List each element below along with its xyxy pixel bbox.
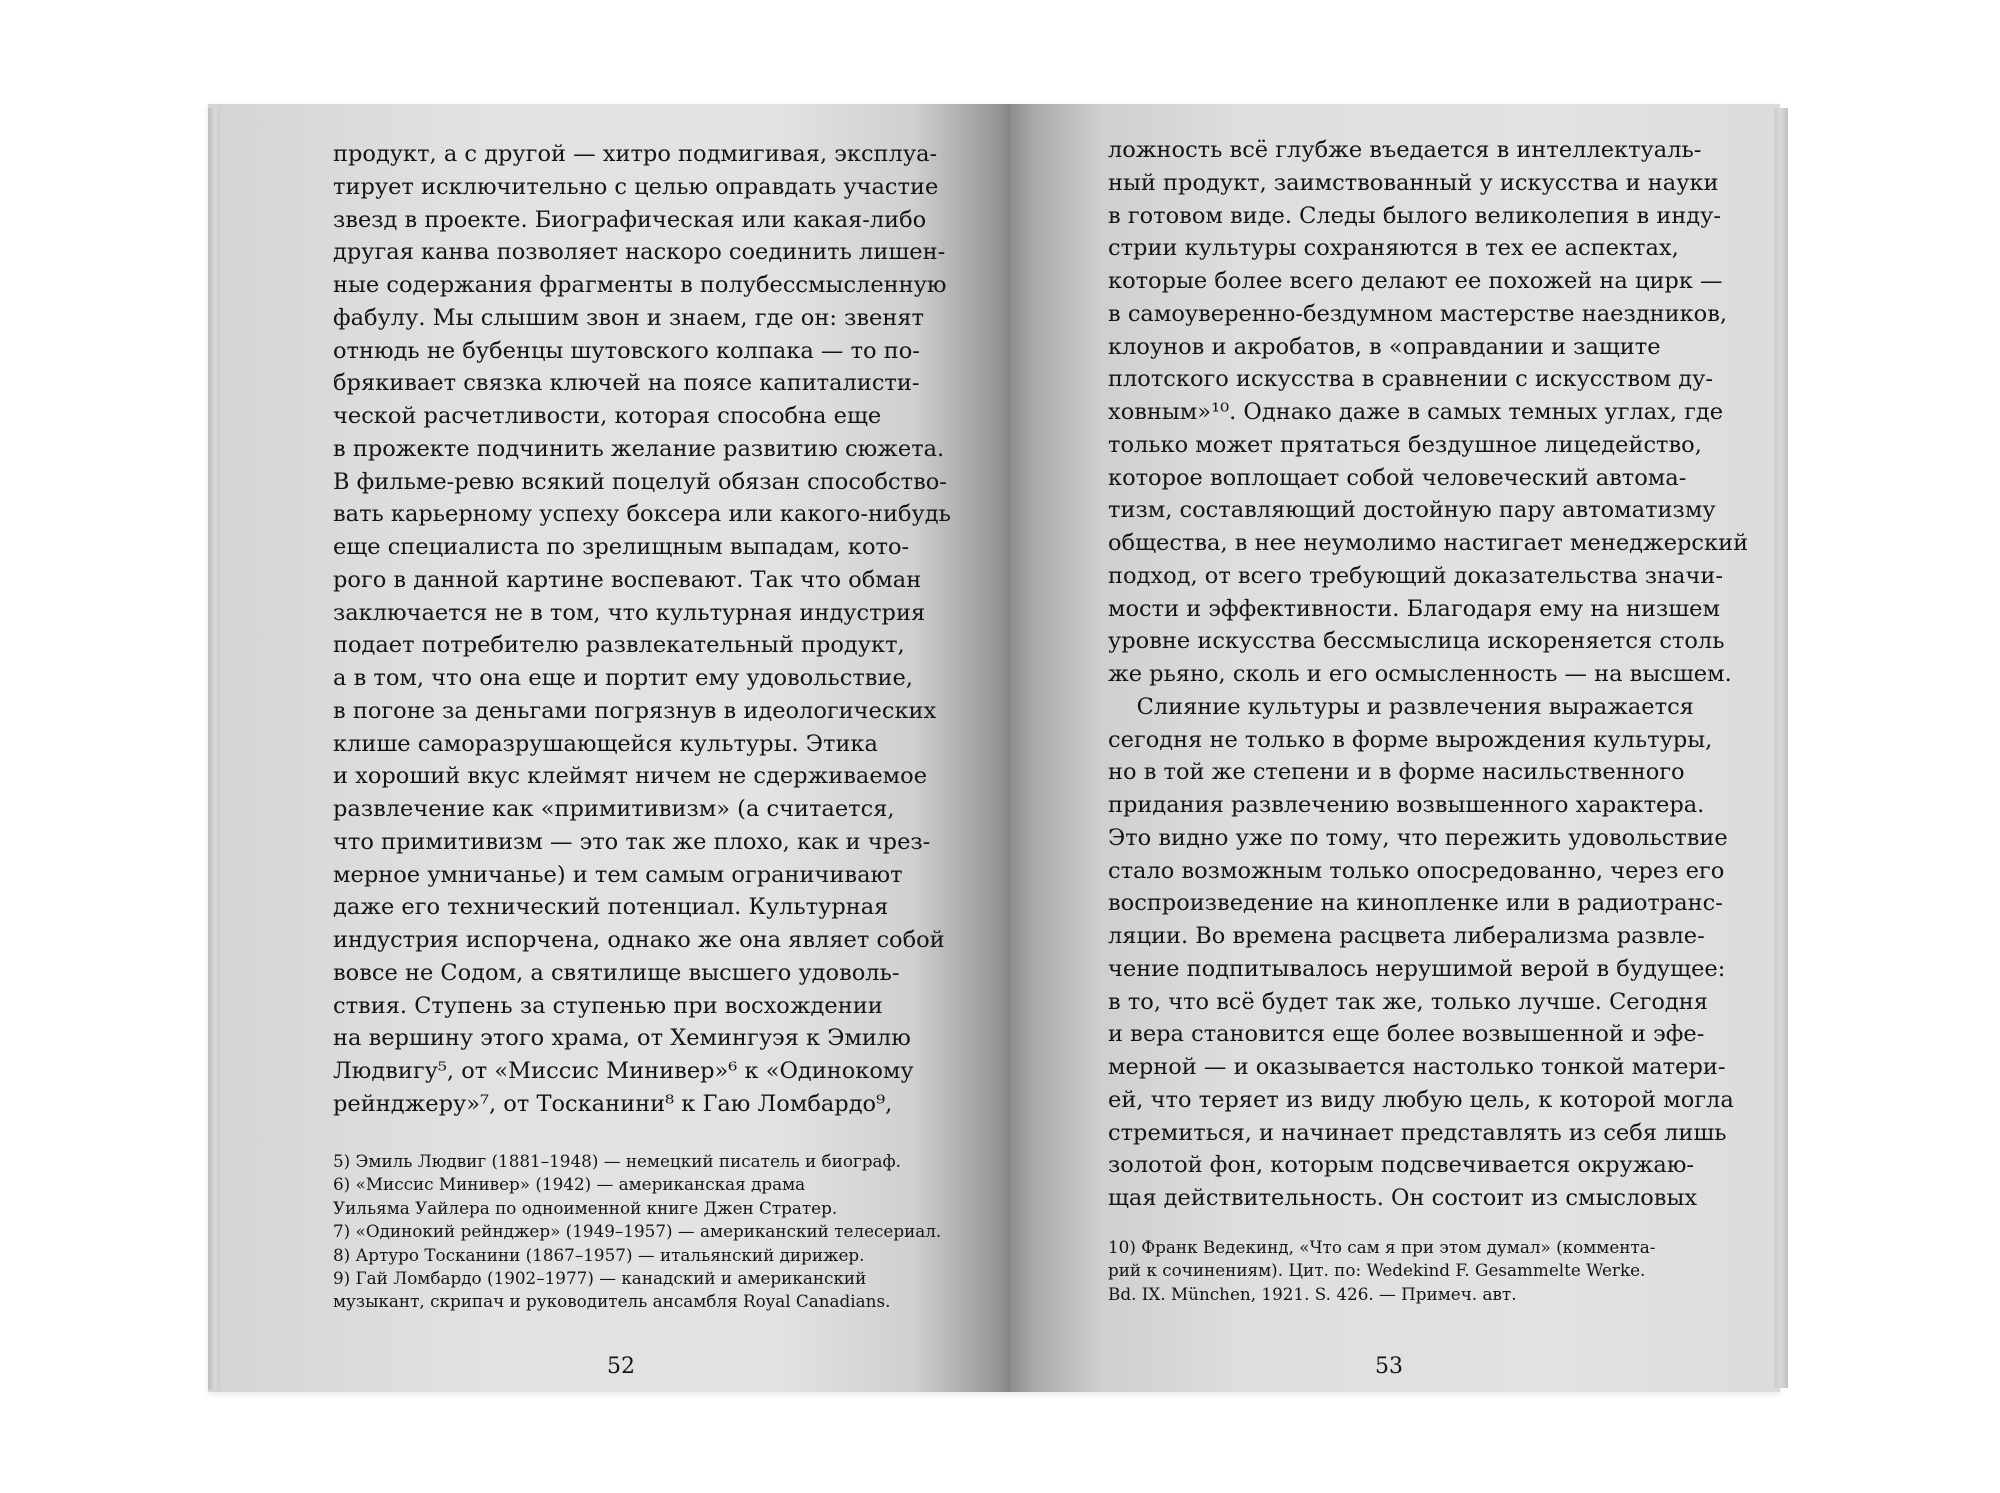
text-line: рого в данной картине воспевают. Так что обман	[333, 566, 922, 593]
text-line: продукт, а с другой — хитро подмигивая, эксплуа-	[333, 141, 938, 167]
text-line: другая канва позволяет наскоро соединить лишен-	[333, 239, 946, 266]
left-page-body	[333, 138, 973, 1121]
text-line: уровне искусства бессмыслица искореняется столь	[1108, 628, 1725, 655]
footnote-line: 5) Эмиль Людвиг (1881–1948) — немецкий писатель и биограф.	[333, 1151, 901, 1171]
text-line: фабулу. Мы слышим звон и знаем, где он: звенят	[333, 304, 924, 331]
text-line: ляции. Во времена расцвета либерализма развле-	[1108, 923, 1705, 949]
text-line: в погоне за деньгами погрязнув в идеологических	[333, 697, 937, 724]
text-line: и вера становится еще более возвышенной и эфе-	[1108, 1021, 1705, 1048]
text-line: Слияние культуры и развлечения выражается	[1108, 693, 1694, 720]
text-line: заключается не в том, что культурная индустрия	[333, 599, 926, 626]
text-line: брякивает связка ключей на поясе капиталисти-	[333, 370, 920, 397]
text-line: вовсе не Содом, а святилище высшего удоволь-	[333, 959, 900, 986]
text-line: ей, что теряет из виду любую цель, к которой могла	[1108, 1086, 1734, 1113]
footnote-line: 6) «Миссис Минивер» (1942) — американская драма	[333, 1174, 806, 1195]
text-line: чение подпитывалось нерушимой верой в будущее:	[1108, 955, 1726, 982]
text-line: общества, в нее неумолимо настигает менеджерский	[1108, 530, 1749, 556]
text-line: ные содержания фрагменты в полубессмысленную	[333, 272, 947, 298]
text-line: стрии культуры сохраняются в тех ее аспектах,	[1108, 235, 1679, 262]
text-line: которое воплощает собой человеческий автома-	[1108, 464, 1687, 491]
page-number-left: 52	[607, 1354, 635, 1379]
text-line: тирует исключительно с целью оправдать участие	[333, 173, 939, 200]
text-line: в готовом виде. Следы былого великолепия в инду-	[1108, 202, 1722, 229]
right-page-footnotes	[1108, 1236, 1748, 1306]
page-block-edge-left	[208, 108, 220, 1390]
footnote-line: 7) «Одинокий рейнджер» (1949–1957) — американский телесериал.	[333, 1221, 942, 1242]
text-line: в прожекте подчинить желание развитию сюжета.	[333, 435, 945, 462]
text-line: подает потребителю развлекательный продукт,	[333, 632, 905, 659]
text-line: клише саморазрушающейся культуры. Этика	[333, 730, 878, 757]
text-line: но в той же степени и в форме насильственного	[1108, 759, 1685, 786]
page-number-right: 53	[1375, 1354, 1403, 1379]
text-line: рейнджеру»⁷, от Тосканини⁸ к Гаю Ломбардо⁹,	[333, 1090, 893, 1117]
text-line: а в том, что она еще и портит ему удовольствие,	[333, 665, 913, 691]
text-line: еще специалиста по зрелищным выпадам, кото-	[333, 534, 910, 560]
text-line: В фильме-ревю всякий поцелуй обязан способство-	[333, 468, 947, 495]
text-line: индустрия испорчена, однако же она являет собой	[333, 927, 945, 953]
footnote-line: 8) Артуро Тосканини (1867–1957) — итальянский дирижер.	[333, 1244, 865, 1265]
text-line: и хороший вкус клеймят ничем не сдерживаемое	[333, 763, 928, 790]
text-line: в то, что всё будет так же, только лучше. Сегодня	[1108, 988, 1708, 1015]
text-line: стало возможным только опосредованно, через его	[1108, 857, 1725, 884]
text-line: воспроизведение на кинопленке или в радиотранс-	[1108, 890, 1723, 917]
text-line: что примитивизм — это так же плохо, как и чрез-	[333, 828, 931, 855]
text-line: ховным»¹⁰. Однако даже в самых темных углах, где	[1108, 399, 1724, 425]
text-line: Людвигу⁵, от «Миссис Минивер»⁶ к «Одинокому	[333, 1058, 914, 1084]
text-line: мерное умничанье) и тем самым ограничивают	[333, 861, 903, 888]
text-line: Это видно уже по тому, что пережить удовольствие	[1108, 824, 1728, 851]
text-line: тизм, составляющий достойную пару автоматизму	[1108, 497, 1716, 524]
text-line: мерной — и оказывается настолько тонкой матери-	[1108, 1054, 1726, 1080]
text-line: звезд в проекте. Биографическая или какая-либо	[333, 206, 927, 233]
text-line: в самоуверенно-бездумном мастерстве наездников,	[1108, 300, 1728, 327]
right-page-body	[1108, 134, 1748, 1215]
text-line: которые более всего делают ее похожей на цирк —	[1108, 268, 1723, 294]
footnote-line: Уильяма Уайлера по одноименной книге Джен Стратер.	[333, 1197, 838, 1218]
text-line: щая действительность. Он состоит из смысловых	[1108, 1185, 1698, 1211]
text-line: подход, от всего требующий доказательства значи-	[1108, 562, 1723, 589]
text-line: стремиться, и начинает представлять из себя лишь	[1108, 1119, 1727, 1146]
footnote-line: рий к сочинениям). Цит. по: Wedekind F. Gesammelte Werke.	[1108, 1260, 1646, 1281]
text-line: плотского искусства в сравнении с искусством ду-	[1108, 366, 1713, 393]
text-line: отнюдь не бубенцы шутовского колпака — то по-	[333, 337, 920, 364]
footnote-line: музыкант, скрипач и руководитель ансамбля Royal Canadians.	[333, 1291, 891, 1312]
text-line: сегодня не только в форме вырождения культуры,	[1108, 726, 1713, 753]
footnote-line: 10) Франк Ведекинд, «Что сам я при этом думал» (коммента-	[1108, 1237, 1656, 1257]
text-line: ложность всё глубже въедается в интеллектуаль-	[1108, 137, 1702, 163]
text-line: ствия. Ступень за ступенью при восхождении	[333, 992, 883, 1019]
footnote-line: Bd. IX. München, 1921. S. 426. — Примеч. авт.	[1108, 1283, 1517, 1304]
text-line: даже его технический потенциал. Культурная	[333, 894, 889, 921]
text-line: золотой фон, которым подсвечивается окружаю-	[1108, 1152, 1695, 1179]
text-line: на вершину этого храма, от Хемингуэя к Эмилю	[333, 1025, 911, 1052]
text-line: придания развлечению возвышенного характера.	[1108, 792, 1705, 818]
page-block-edge-right	[1774, 108, 1788, 1388]
text-line: развлечение как «примитивизм» (а считается,	[333, 796, 895, 822]
text-line: клоунов и акробатов, в «оправдании и защите	[1108, 333, 1661, 360]
footnote-line: 9) Гай Ломбардо (1902–1977) — канадский и американский	[333, 1267, 867, 1288]
text-line: ческой расчетливости, которая способна еще	[333, 403, 882, 429]
text-line: вать карьерному успеху боксера или какого-нибудь	[333, 501, 951, 528]
left-page-footnotes	[333, 1150, 973, 1314]
text-line: мости и эффективности. Благодаря ему на низшем	[1108, 595, 1720, 622]
text-line: ный продукт, заимствованный у искусства и науки	[1108, 169, 1719, 196]
text-line: только может прятаться бездушное лицедейство,	[1108, 431, 1702, 458]
text-line: же рьяно, сколь и его осмысленность — на высшем.	[1108, 661, 1732, 687]
